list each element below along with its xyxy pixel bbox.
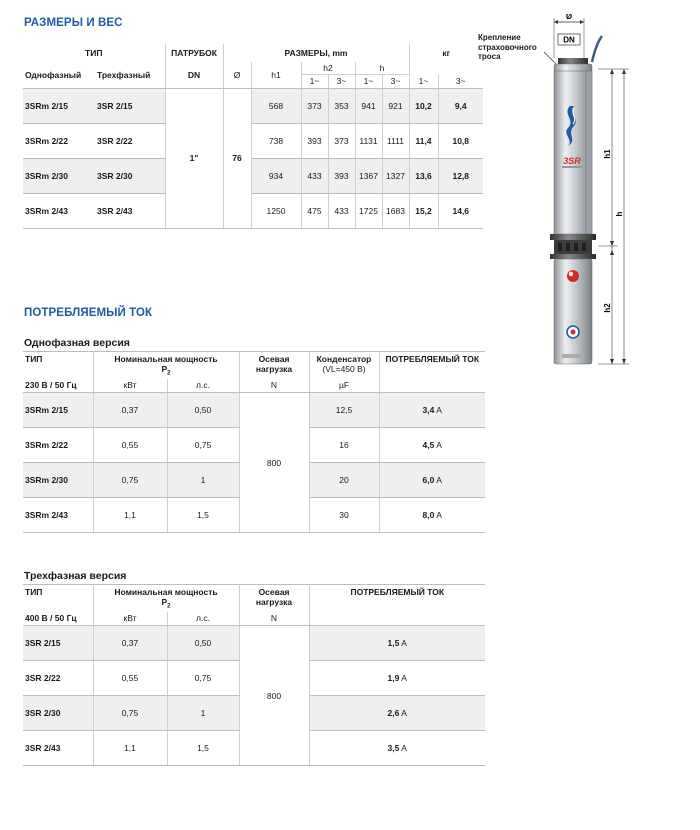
header-dn: DN bbox=[165, 62, 223, 88]
current-unit: A bbox=[401, 673, 407, 684]
power-kw: 0,55 bbox=[93, 428, 167, 463]
h1-value: 934 bbox=[251, 158, 301, 193]
header-axial bbox=[239, 352, 309, 379]
kg-1-value: 11,4 bbox=[409, 123, 438, 158]
power-hp: 0,50 bbox=[167, 393, 239, 428]
current-unit: A bbox=[401, 743, 407, 754]
header-power bbox=[93, 585, 239, 612]
h2-3-value: 353 bbox=[328, 88, 355, 123]
cable-guard bbox=[586, 71, 592, 234]
brand-label: 3SR bbox=[563, 156, 581, 166]
current-unit: A bbox=[436, 510, 442, 521]
header-h2: h2 bbox=[301, 62, 355, 74]
single-phase-title: Однофазная версия bbox=[24, 337, 130, 349]
h1-value: 568 bbox=[251, 88, 301, 123]
three-phase-title: Трехфазная версия bbox=[24, 570, 127, 582]
motor-logo-icon bbox=[567, 270, 579, 282]
h2-dimension bbox=[598, 246, 618, 364]
current-value bbox=[309, 731, 485, 766]
current-value bbox=[309, 626, 485, 661]
header-type: ТИП bbox=[23, 44, 165, 62]
header-kg-1: 1~ bbox=[409, 74, 438, 88]
dia-label: Ø bbox=[565, 14, 573, 21]
header-axial-1: Осевая bbox=[258, 354, 290, 364]
current-number: 3,4 bbox=[422, 405, 435, 416]
capacitor-value: 20 bbox=[309, 463, 379, 498]
pump-drawing bbox=[474, 14, 674, 374]
kg-3-value: 14,6 bbox=[438, 193, 483, 228]
h-3-value: 1327 bbox=[382, 158, 409, 193]
model-type: 3SR 2/22 bbox=[23, 661, 93, 696]
h2-1-value: 433 bbox=[301, 158, 328, 193]
current-value bbox=[309, 661, 485, 696]
current-unit: A bbox=[401, 638, 407, 649]
h2-3-value: 373 bbox=[328, 123, 355, 158]
h-label: h bbox=[615, 211, 624, 217]
table-row bbox=[23, 88, 483, 123]
header-capacitor-label: Конденсатор bbox=[316, 354, 372, 364]
h-3-value: 1111 bbox=[382, 123, 409, 158]
header-type: ТИП bbox=[23, 585, 93, 612]
power-kw: 0,37 bbox=[93, 626, 167, 661]
header-kw: кВт bbox=[93, 379, 167, 393]
kg-1-value: 15,2 bbox=[409, 193, 438, 228]
model-three: 3SR 2/30 bbox=[95, 158, 165, 193]
h-dimension bbox=[615, 69, 629, 364]
header-h: h bbox=[355, 62, 409, 74]
model-three: 3SR 2/22 bbox=[95, 123, 165, 158]
dn-dimension bbox=[558, 34, 580, 45]
h2-1-value: 475 bbox=[301, 193, 328, 228]
header-h1: h1 bbox=[251, 62, 301, 88]
dimensions-table bbox=[23, 44, 483, 229]
model-three: 3SR 2/43 bbox=[95, 193, 165, 228]
header-axial-2: нагрузка bbox=[255, 597, 293, 607]
axial-load-value: 800 bbox=[239, 626, 309, 766]
header-kg-3: 3~ bbox=[438, 74, 483, 88]
current-title: ПОТРЕБЛЯЕМЫЙ ТОК bbox=[24, 307, 153, 319]
current-value bbox=[379, 463, 485, 498]
header-axial-1: Осевая bbox=[258, 587, 290, 597]
header-outlet: ПАТРУБОК bbox=[165, 44, 223, 62]
current-number: 8,0 bbox=[422, 510, 435, 521]
header-power-label: Номинальная мощность bbox=[114, 587, 218, 597]
header-axial bbox=[239, 585, 309, 612]
kg-1-value: 10,2 bbox=[409, 88, 438, 123]
current-number: 2,6 bbox=[387, 708, 400, 719]
brand-underline bbox=[562, 166, 582, 168]
current-value bbox=[379, 393, 485, 428]
header-power-symbol: P bbox=[161, 597, 168, 607]
cable-label-1: Крепление bbox=[478, 33, 521, 42]
current-number: 1,5 bbox=[387, 638, 400, 649]
current-unit: A bbox=[436, 475, 442, 486]
power-kw: 0,55 bbox=[93, 661, 167, 696]
power-kw: 1,1 bbox=[93, 498, 167, 533]
table-row bbox=[23, 123, 483, 158]
h-3-value: 1683 bbox=[382, 193, 409, 228]
header-hp: л.с. bbox=[167, 379, 239, 393]
power-hp: 1 bbox=[167, 463, 239, 498]
header-capacitor bbox=[309, 352, 379, 379]
voltage-single: 230 В / 50 Гц bbox=[23, 379, 93, 393]
header-power-symbol: P bbox=[161, 364, 168, 374]
voltage-three: 400 В / 50 Гц bbox=[23, 612, 93, 626]
diameter-value: 76 bbox=[223, 88, 251, 228]
header-three: Трехфазный bbox=[95, 62, 165, 88]
kg-3-value: 12,8 bbox=[438, 158, 483, 193]
cable-label-3: троса bbox=[478, 52, 501, 61]
current-unit: A bbox=[436, 440, 442, 451]
three-phase-table bbox=[23, 584, 485, 766]
h-1-value: 941 bbox=[355, 88, 382, 123]
h2-label: h2 bbox=[603, 303, 612, 313]
power-kw: 1,1 bbox=[93, 731, 167, 766]
power-hp: 0,75 bbox=[167, 428, 239, 463]
header-power-sub: 2 bbox=[167, 370, 171, 377]
model-type: 3SRm 2/30 bbox=[23, 463, 93, 498]
h2-3-value: 393 bbox=[328, 158, 355, 193]
header-power-sub: 2 bbox=[167, 603, 171, 610]
h2-1-value: 393 bbox=[301, 123, 328, 158]
power-hp: 0,50 bbox=[167, 626, 239, 661]
kg-1-value: 13,6 bbox=[409, 158, 438, 193]
model-single: 3SRm 2/30 bbox=[23, 158, 95, 193]
capacitor-value: 12,5 bbox=[309, 393, 379, 428]
header-power bbox=[93, 352, 239, 379]
current-number: 4,5 bbox=[422, 440, 435, 451]
table-row bbox=[23, 393, 485, 428]
h-1-value: 1367 bbox=[355, 158, 382, 193]
power-hp: 0,75 bbox=[167, 661, 239, 696]
header-h2-3: 3~ bbox=[328, 74, 355, 88]
header-consumed: ПОТРЕБЛЯЕМЫЙ ТОК bbox=[385, 354, 480, 364]
kg-3-value: 9,4 bbox=[438, 88, 483, 123]
current-number: 3,5 bbox=[387, 743, 400, 754]
power-cable bbox=[592, 36, 602, 62]
model-type: 3SRm 2/22 bbox=[23, 428, 93, 463]
model-single: 3SRm 2/22 bbox=[23, 123, 95, 158]
header-capacitor-sub: (VL=450 В) bbox=[322, 364, 366, 374]
power-hp: 1 bbox=[167, 696, 239, 731]
header-n: N bbox=[239, 612, 309, 626]
current-value bbox=[379, 498, 485, 533]
h1-label: h1 bbox=[603, 149, 612, 159]
h-1-value: 1131 bbox=[355, 123, 382, 158]
header-n: N bbox=[239, 379, 309, 393]
h2-1-value: 373 bbox=[301, 88, 328, 123]
motor-logo-highlight bbox=[569, 272, 573, 276]
table-row bbox=[23, 193, 483, 228]
model-single: 3SRm 2/43 bbox=[23, 193, 95, 228]
header-kw: кВт bbox=[93, 612, 167, 626]
header-kg: кг bbox=[442, 48, 451, 58]
header-h2-1: 1~ bbox=[301, 74, 328, 88]
current-value bbox=[379, 428, 485, 463]
model-single: 3SRm 2/15 bbox=[23, 88, 95, 123]
table-row bbox=[23, 158, 483, 193]
h-1-value: 1725 bbox=[355, 193, 382, 228]
table-row bbox=[23, 626, 485, 661]
capacitor-value: 16 bbox=[309, 428, 379, 463]
current-number: 6,0 bbox=[422, 475, 435, 486]
dn-label: DN bbox=[563, 35, 575, 45]
header-single: Однофазный bbox=[23, 62, 95, 88]
cable-label-2: страховочного bbox=[478, 42, 537, 52]
current-unit: A bbox=[401, 708, 407, 719]
current-number: 1,9 bbox=[387, 673, 400, 684]
header-consumed: ПОТРЕБЛЯЕМЫЙ ТОК bbox=[350, 587, 445, 597]
h1-value: 1250 bbox=[251, 193, 301, 228]
header-power-label: Номинальная мощность bbox=[114, 354, 218, 364]
header-h-3: 3~ bbox=[382, 74, 409, 88]
header-sizes: РАЗМЕРЫ, mm bbox=[223, 44, 409, 62]
motor-plate-icon bbox=[567, 326, 579, 338]
header-uf: µF bbox=[309, 379, 379, 393]
model-three: 3SR 2/15 bbox=[95, 88, 165, 123]
header-h-1: 1~ bbox=[355, 74, 382, 88]
model-type: 3SR 2/43 bbox=[23, 731, 93, 766]
outlet-dn-value: 1" bbox=[165, 88, 223, 228]
motor-bottom bbox=[562, 354, 584, 358]
header-axial-2: нагрузка bbox=[255, 364, 293, 374]
power-kw: 0,75 bbox=[93, 463, 167, 498]
header-dia: Ø bbox=[223, 62, 251, 88]
power-hp: 1,5 bbox=[167, 731, 239, 766]
motor-coupling bbox=[550, 254, 596, 259]
pump-coupling bbox=[550, 234, 596, 240]
h1-dimension bbox=[598, 69, 618, 246]
power-kw: 0,75 bbox=[93, 696, 167, 731]
h-3-value: 921 bbox=[382, 88, 409, 123]
dimensions-title: РАЗМЕРЫ И ВЕС bbox=[24, 17, 123, 29]
kg-3-value: 10,8 bbox=[438, 123, 483, 158]
single-phase-table bbox=[23, 351, 485, 533]
power-kw: 0,37 bbox=[93, 393, 167, 428]
header-type: ТИП bbox=[23, 352, 93, 379]
axial-load-value: 800 bbox=[239, 393, 309, 533]
current-unit: A bbox=[436, 405, 442, 416]
model-type: 3SRm 2/43 bbox=[23, 498, 93, 533]
power-hp: 1,5 bbox=[167, 498, 239, 533]
header-hp: л.с. bbox=[167, 612, 239, 626]
model-type: 3SRm 2/15 bbox=[23, 393, 93, 428]
h2-3-value: 433 bbox=[328, 193, 355, 228]
current-value bbox=[309, 696, 485, 731]
model-type: 3SR 2/15 bbox=[23, 626, 93, 661]
model-type: 3SR 2/30 bbox=[23, 696, 93, 731]
capacitor-value: 30 bbox=[309, 498, 379, 533]
h1-value: 738 bbox=[251, 123, 301, 158]
